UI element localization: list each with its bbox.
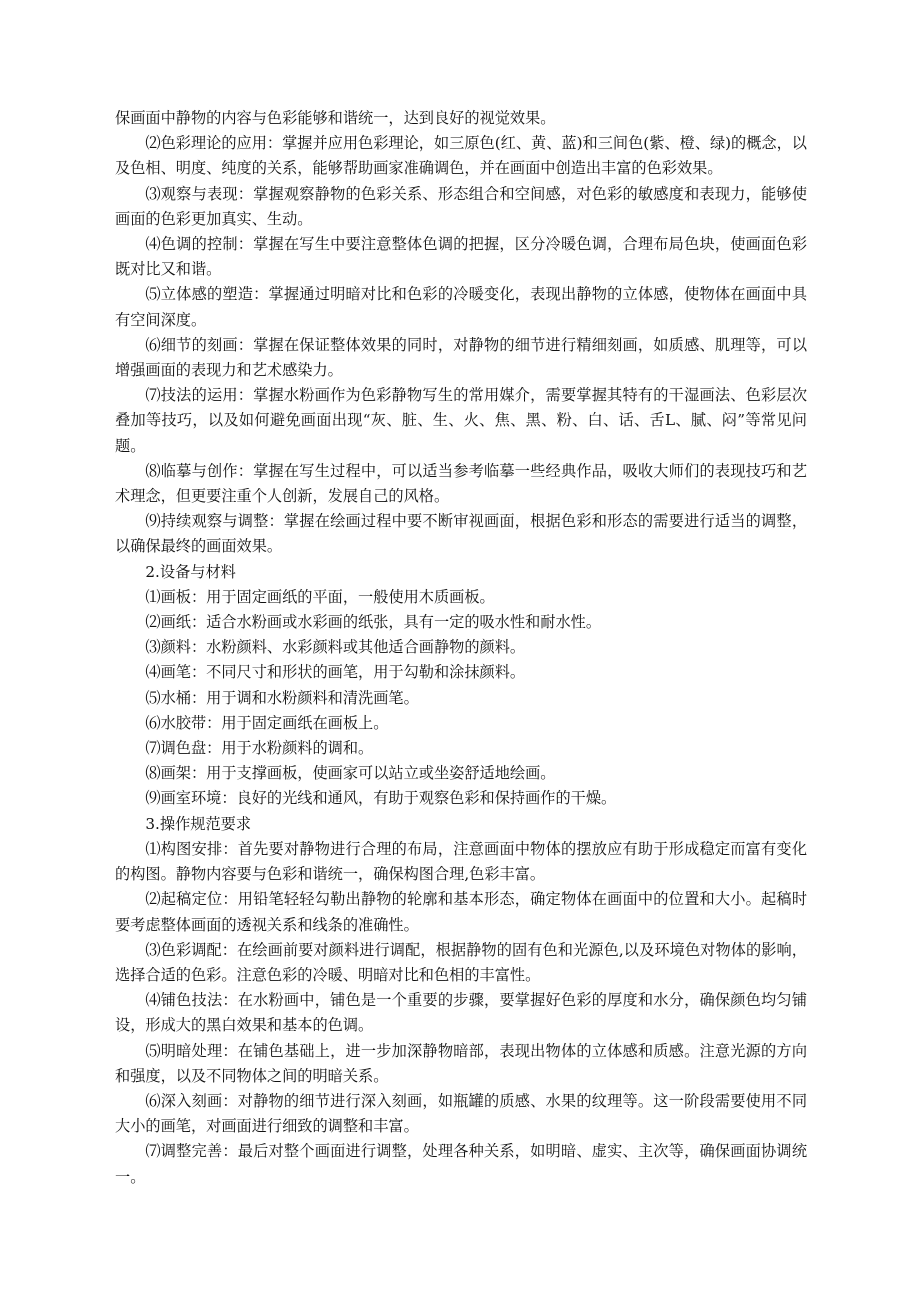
skill-paragraph: ⑵色彩理论的应用：掌握并应用色彩理论，如三原色(红、黄、蓝)和三间色(紫、橙、绿)的概念，以及色相、明度、纯度的关系，能够帮助画家准确调色，并在画面中创造出丰富的色彩效果。 [115, 134, 807, 178]
equipment-item: ⑻画架：用于支撑画板，使画家可以站立或坐姿舒适地绘画。 [145, 764, 556, 783]
equipment-item: ⑺调色盘：用于水粉颜料的调和。 [145, 739, 374, 758]
section-heading-equipment: 2.设备与材料 [145, 562, 236, 581]
equipment-item: ⑼画室环境：良好的光线和通风，有助于观察色彩和保持画作的干燥。 [145, 789, 617, 808]
equipment-item: ⑸水桶：用于调和水粉颜料和清洗画笔。 [145, 688, 419, 707]
document-page [115, 106, 807, 1190]
operation-item: ⑷铺色技法：在水粉画中，铺色是一个重要的步骤，要掌握好色彩的厚度和水分，确保颜色均匀铺设，形成大的黑白效果和基本的色调。 [115, 991, 807, 1035]
operation-item: ⑺调整完善：最后对整个画面进行调整，处理各种关系，如明暗、虚实、主次等，确保画面协调统一。 [115, 1142, 807, 1186]
equipment-item: ⑹水胶带：用于固定画纸在画板上。 [145, 713, 389, 732]
operation-item: ⑴构图安排：首先要对静物进行合理的布局，注意画面中物体的摆放应有助于形成稳定而富有变化的构图。静物内容要与色彩和谐统一，确保构图合理,色彩丰富。 [115, 839, 807, 884]
intro-continuation: 保画面中静物的内容与色彩能够和谐统一，达到良好的视觉效果。 [115, 109, 556, 127]
skill-paragraph: ⑺技法的运用：掌握水粉画作为色彩静物写生的常用媒介，需要掌握其特有的干湿画法、色彩层次叠加等技巧，以及如何避免画面出现“灰、脏、生、火、焦、黑、粉、白、话、舌L、腻、闷”等常见问题。 [115, 386, 807, 455]
equipment-item: ⑴画板：用于固定画纸的平面，一般使用木质画板。 [145, 587, 495, 606]
skill-paragraph: ⑼持续观察与调整：掌握在绘画过程中要不断审视画面，根据色彩和形态的需要进行适当的调整，以确保最终的画面效果。 [115, 512, 807, 556]
skill-paragraph: ⑸立体感的塑造：掌握通过明暗对比和色彩的冷暖变化，表现出静物的立体感，使物体在画面中具有空间深度。 [115, 285, 807, 329]
equipment-item: ⑵画纸：适合水粉画或水彩画的纸张，具有一定的吸水性和耐水性。 [145, 613, 602, 632]
operation-item: ⑹深入刻画：对静物的细节进行深入刻画，如瓶罐的质感、水果的纹理等。这一阶段需要使用不同大小的画笔，对画面进行细致的调整和丰富。 [115, 1091, 807, 1136]
equipment-item: ⑷画笔：不同尺寸和形状的画笔，用于勾勒和涂抹颜料。 [145, 663, 526, 682]
operation-item: ⑵起稿定位：用铅笔轻轻勾勒出静物的轮廓和基本形态，确定物体在画面中的位置和大小。起稿时要考虑整体画面的透视关系和线条的准确性。 [115, 890, 807, 934]
skill-paragraph: ⑷色调的控制：掌握在写生中要注意整体色调的把握，区分冷暖色调，合理布局色块，使画面色彩既对比又和谐。 [115, 235, 807, 279]
operation-item: ⑸明暗处理：在铺色基础上，进一步加深静物暗部，表现出物体的立体感和质感。注意光源的方向和强度，以及不同物体之间的明暗关系。 [115, 1041, 807, 1085]
operation-item: ⑶色彩调配：在绘画前要对颜料进行调配，根据静物的固有色和光源色,以及环境色对物体的影响，选择合适的色彩。注意色彩的冷暖、明暗对比和色相的丰富性。 [115, 940, 807, 984]
section-heading-operation: 3.操作规范要求 [145, 814, 252, 833]
skill-paragraph: ⑹细节的刻画：掌握在保证整体效果的同时，对静物的细节进行精细刻画，如质感、肌理等，可以增强画面的表现力和艺术感染力。 [115, 335, 807, 380]
skill-paragraph: ⑻临摹与创作：掌握在写生过程中，可以适当参考临摹一些经典作品，吸收大师们的表现技巧和艺术理念，但更要注重个人创新，发展自己的风格。 [115, 461, 807, 506]
equipment-item: ⑶颜料：水粉颜料、水彩颜料或其他适合画静物的颜料。 [145, 638, 526, 657]
skill-paragraph: ⑶观察与表现：掌握观察静物的色彩关系、形态组合和空间感，对色彩的敏感度和表现力，能够使画面的色彩更加真实、生动。 [115, 184, 807, 228]
